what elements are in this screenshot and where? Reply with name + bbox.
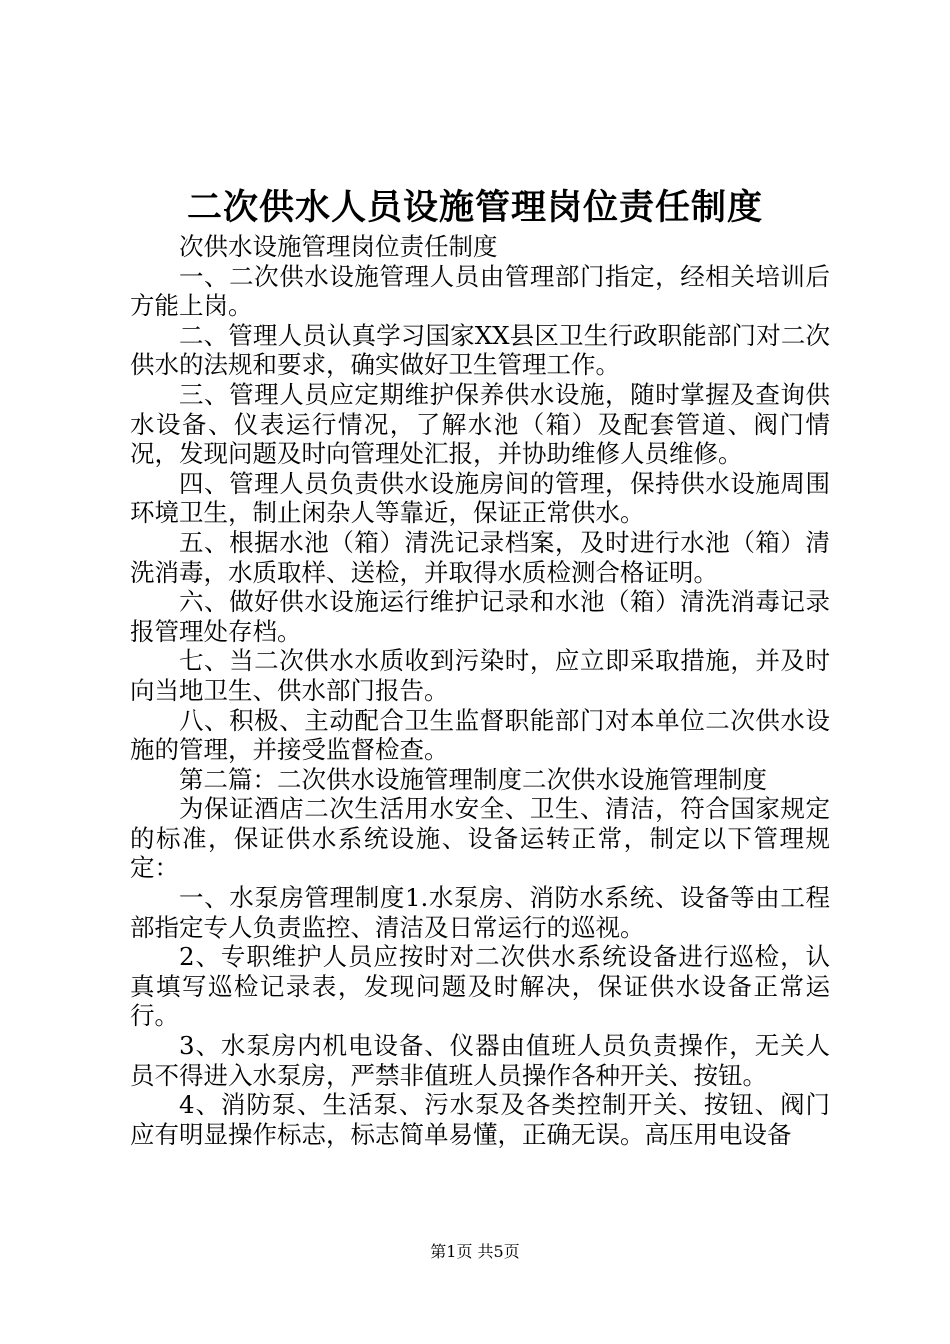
section-heading: 第二篇：二次供水设施管理制度二次供水设施管理制度 — [179, 764, 767, 794]
page-footer: 第1页 共5页 — [430, 1242, 520, 1261]
paragraph: 八、积极、主动配合卫生监督职能部门对本单位二次供水设施的管理，并接受监督检查。 — [130, 705, 830, 765]
document-title: 二次供水人员设施管理岗位责任制度 — [186, 187, 763, 228]
paragraph: 六、做好供水设施运行维护记录和水池（箱）清洗消毒记录报管理处存档。 — [130, 587, 830, 646]
paragraph: 三、管理人员应定期维护保养供水设施，随时掌握及查询供水设备、仪表运行情况，了解水池（箱）及配套管道、阀门情况，发现问题及时向管理处汇报，并协助维修人员维修。 — [130, 379, 830, 469]
paragraph: 二、管理人员认真学习国家XX县区卫生行政职能部门对二次供水的法规和要求，确实做好卫生管理工作。 — [130, 320, 830, 380]
document-body — [130, 232, 830, 1149]
paragraph: 七、当二次供水水质收到污染时，应立即采取措施，并及时向当地卫生、供水部门报告。 — [130, 646, 830, 705]
paragraph: 五、根据水池（箱）清洗记录档案，及时进行水池（箱）清洗消毒，水质取样、送检，并取得水质检测合格证明。 — [130, 527, 830, 587]
paragraph: 四、管理人员负责供水设施房间的管理，保持供水设施周围环境卫生，制止闲杂人等靠近，保证正常供水。 — [130, 468, 830, 528]
paragraph: 一、二次供水设施管理人员由管理部门指定，经相关培训后方能上岗。 — [130, 261, 830, 321]
paragraph: 一、水泵房管理制度1.水泵房、消防水系统、设备等由工程部指定专人负责监控、清洁及日常运行的巡视。 — [130, 883, 830, 942]
paragraph: 为保证酒店二次生活用水安全、卫生、清洁，符合国家规定的标准，保证供水系统设施、设备运转正常，制定以下管理规定： — [130, 794, 830, 883]
paragraph: 次供水设施管理岗位责任制度 — [179, 232, 498, 261]
paragraph: 4、消防泵、生活泵、污水泵及各类控制开关、按钮、阀门应有明显操作标志，标志简单易懂，正确无误。高压用电设备 — [130, 1090, 830, 1149]
paragraph: 2、专职维护人员应按时对二次供水系统设备进行巡检，认真填写巡检记录表，发现问题及时解决，保证供水设备正常运行。 — [130, 942, 830, 1031]
paragraph: 3、水泵房内机电设备、仪器由值班人员负责操作，无关人员不得进入水泵房，严禁非值班人员操作各种开关、按钮。 — [130, 1031, 830, 1090]
